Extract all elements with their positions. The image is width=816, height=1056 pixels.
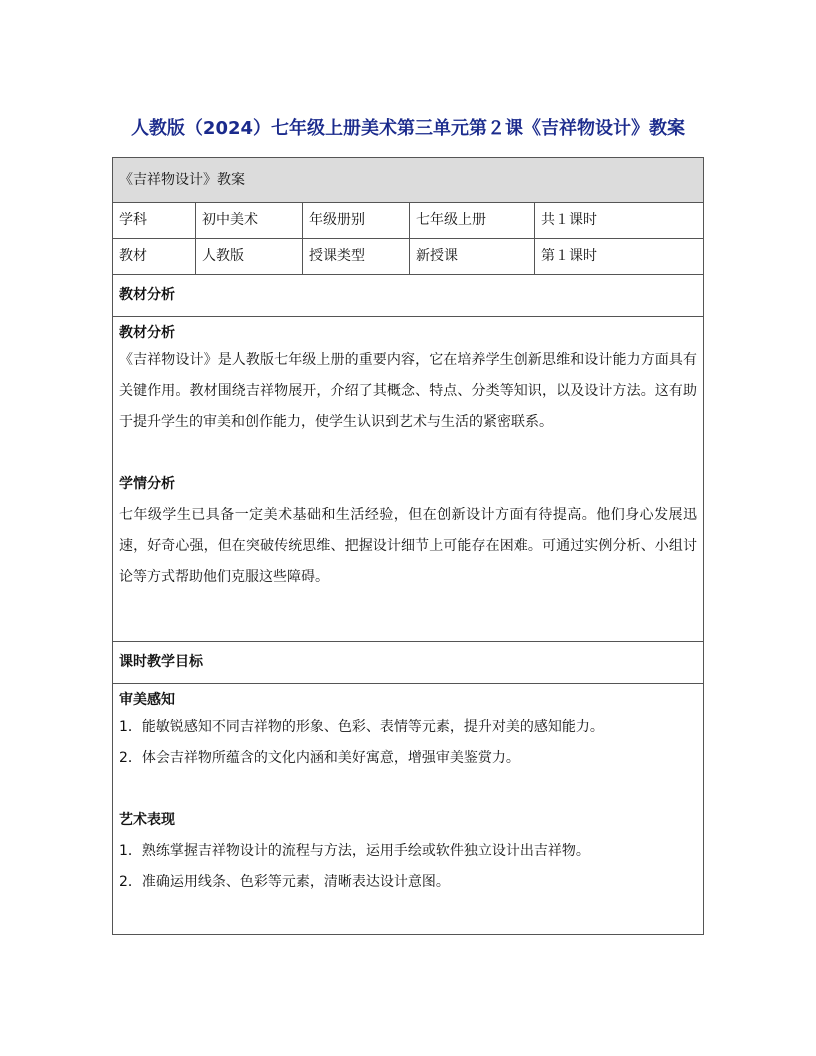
table-header: 《吉祥物设计》教案 xyxy=(113,158,704,203)
cell-lesson-type-value: 新授课 xyxy=(410,239,535,275)
section-title-analysis: 教材分析 xyxy=(113,275,704,317)
spacer xyxy=(119,774,697,805)
subheading-textbook-analysis: 教材分析 xyxy=(119,325,175,341)
document-title: 人教版（2024）七年级上册美术第三单元第２课《吉祥物设计》教案 xyxy=(130,118,686,139)
content-row-analysis xyxy=(113,317,704,642)
paragraph-textbook-analysis: 《吉祥物设计》是人教版七年级上册的重要内容，它在培养学生创新思维和设计能力方面具有关键作用。教材围绕吉祥物展开，介绍了其概念、特点、分类等知识，以及设计方法。这有助于提升学生的审美和创作能力，使学生认识到艺术与生活的紧密联系。 xyxy=(119,352,698,430)
cell-subject-label: 学科 xyxy=(113,203,196,239)
subheading-expression: 艺术表现 xyxy=(119,812,175,828)
section-title-objectives: 课时教学目标 xyxy=(113,642,704,684)
lesson-plan-table xyxy=(112,157,704,935)
cell-total-hours: 共１课时 xyxy=(535,203,704,239)
analysis-content xyxy=(113,317,704,642)
list-item: 1．能敏锐感知不同吉祥物的形象、色彩、表情等元素，提升对美的感知能力。 xyxy=(119,719,604,735)
content-row-objectives xyxy=(113,684,704,935)
table-header-row xyxy=(113,158,704,203)
cell-lesson-number: 第１课时 xyxy=(535,239,704,275)
info-row-textbook xyxy=(113,239,704,275)
paragraph-student-analysis: 七年级学生已具备一定美术基础和生活经验，但在创新设计方面有待提高。他们身心发展迅速，好奇心强，但在突破传统思维、把握设计细节上可能存在困难。可通过实例分析、小组讨论等方式帮助他们克服这些障碍。 xyxy=(119,507,698,585)
objectives-content xyxy=(113,684,704,935)
cell-lesson-type-label: 授课类型 xyxy=(303,239,410,275)
subheading-student-analysis: 学情分析 xyxy=(119,476,175,492)
list-item: 2．准确运用线条、色彩等元素，清晰表达设计意图。 xyxy=(119,874,450,890)
spacer xyxy=(119,438,697,469)
section-row-objectives xyxy=(113,642,704,684)
cell-grade-value: 七年级上册 xyxy=(410,203,535,239)
cell-textbook-value: 人教版 xyxy=(196,239,303,275)
section-row-analysis xyxy=(113,275,704,317)
cell-textbook-label: 教材 xyxy=(113,239,196,275)
subheading-aesthetic: 审美感知 xyxy=(119,692,175,708)
list-item: 1．熟练掌握吉祥物设计的流程与方法，运用手绘或软件独立设计出吉祥物。 xyxy=(119,843,590,859)
list-item: 2．体会吉祥物所蕴含的文化内涵和美好寓意，增强审美鉴赏力。 xyxy=(119,750,520,766)
cell-grade-label: 年级册别 xyxy=(303,203,410,239)
cell-subject-value: 初中美术 xyxy=(196,203,303,239)
info-row-subject xyxy=(113,203,704,239)
